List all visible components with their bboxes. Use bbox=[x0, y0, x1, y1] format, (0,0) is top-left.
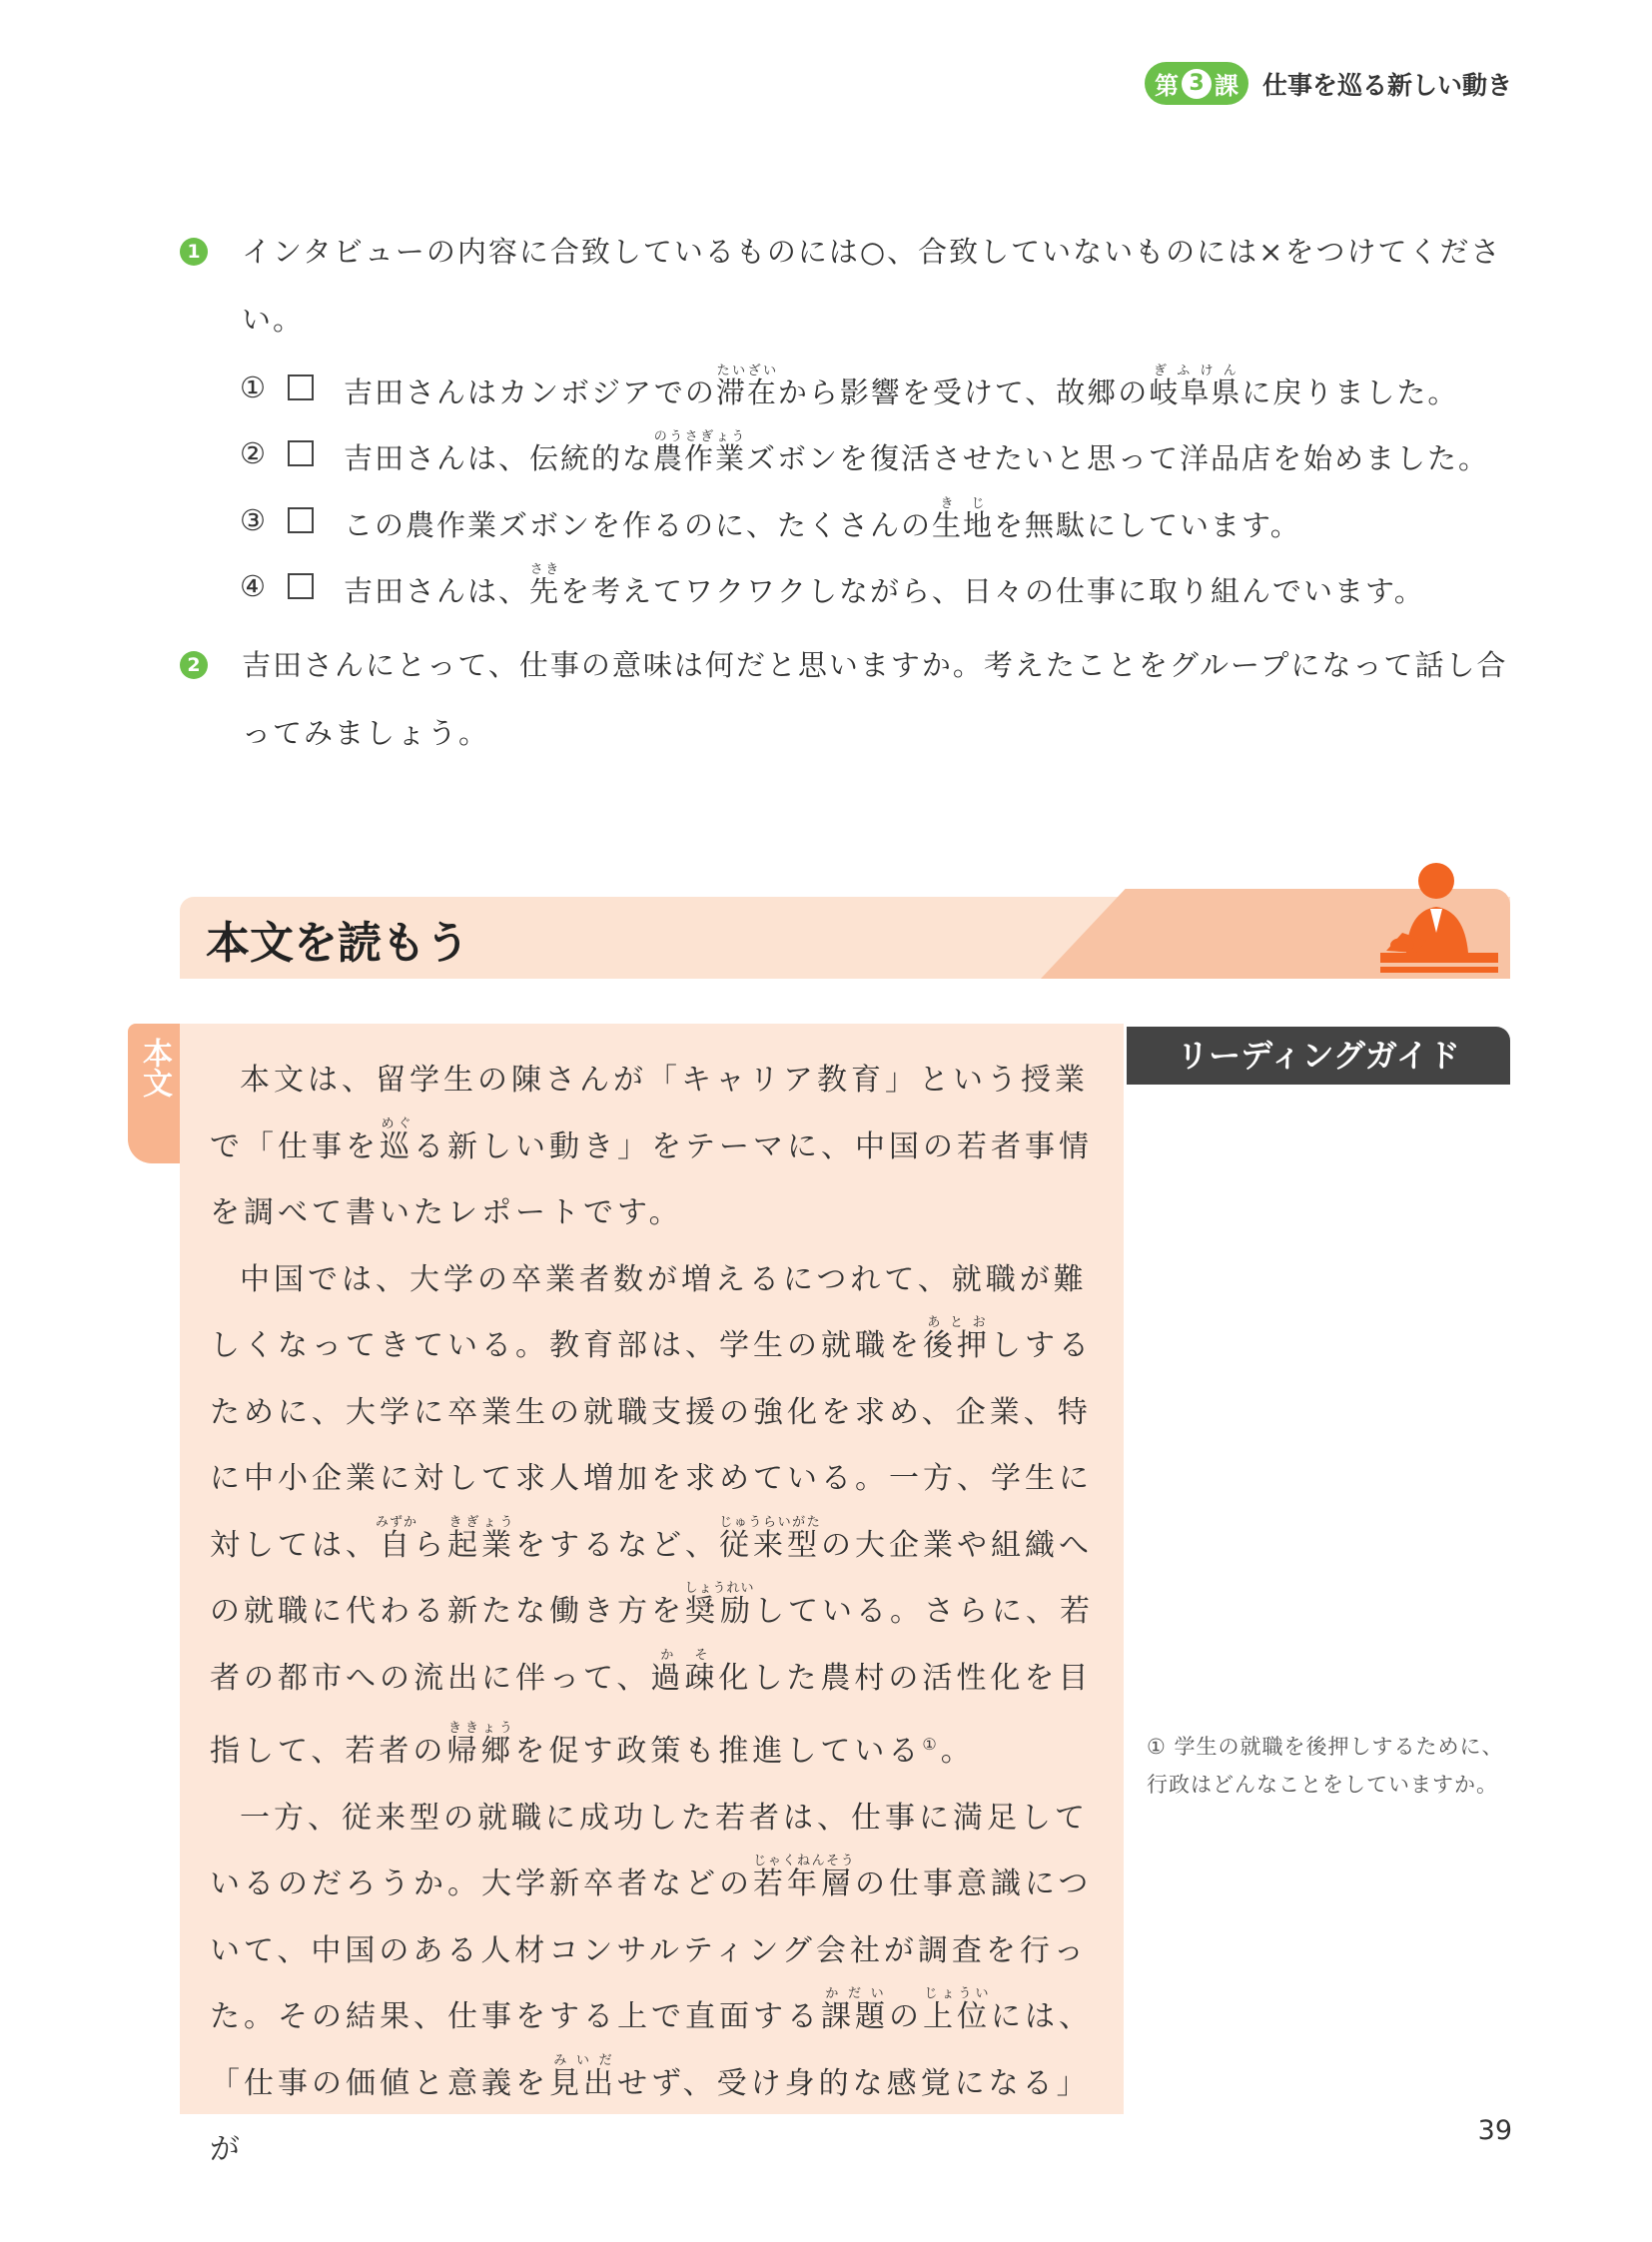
question-1-text: インタビューの内容に合致しているものには○、合致していないものには×をつけてください。 bbox=[242, 235, 1502, 337]
item-number: ④ bbox=[240, 569, 268, 603]
section-title: 本文を読もう bbox=[206, 918, 469, 969]
list-item bbox=[240, 363, 1458, 412]
chapter-suffix: 課 bbox=[1214, 72, 1239, 100]
paragraph: 一方、従来型の就職に成功した若者は、仕事に満足しているのだろうか。大学新卒者などの若年層じゃくねんそうの仕事意識について、中国のある人材コンサルティング会社が調査を行った。その結果、仕事をする上で直面する課題かだいの上位じょういには、「仕事の価値と意義を見出みいだせず、受け身的な感覚になる」が bbox=[210, 1800, 1093, 2167]
question-1-number: 1 bbox=[180, 238, 208, 266]
section-banner bbox=[180, 889, 1510, 979]
item-number: ③ bbox=[240, 503, 268, 537]
body-text bbox=[180, 1024, 1124, 2167]
checkbox[interactable] bbox=[288, 440, 314, 466]
question-2-number: 2 bbox=[180, 651, 208, 679]
reading-guide-note: ① 学生の就職を後押しするために、行政はどんなことをしていますか。 bbox=[1147, 1735, 1504, 1797]
item-text: 吉田さんはカンボジアでの滞在たいざいから影響を受けて、故郷の岐阜県ぎふけんに戻りました。 bbox=[344, 364, 1459, 409]
chapter-number: 3 bbox=[1182, 69, 1212, 99]
list-item bbox=[240, 495, 1301, 545]
item-number: ② bbox=[240, 436, 268, 470]
list-item bbox=[240, 561, 1425, 611]
reading-guide-header: リーディングガイド bbox=[1127, 1027, 1510, 1085]
chapter-prefix: 第 bbox=[1154, 72, 1179, 100]
question-2-text: 吉田さんにとって、仕事の意味は何だと思いますか。考えたことをグループになって話し合ってみましょう。 bbox=[242, 648, 1508, 750]
chapter-title: 仕事を巡る新しい動き bbox=[1261, 70, 1512, 100]
checkbox[interactable] bbox=[288, 507, 314, 533]
item-text: 吉田さんは、先さきを考えてワクワクしながら、日々の仕事に取り組んでいます。 bbox=[344, 562, 1425, 608]
chapter-badge bbox=[1145, 62, 1248, 105]
page-number: 39 bbox=[1477, 2115, 1512, 2146]
guide-marker: ① bbox=[922, 1735, 941, 1754]
reading-person-icon bbox=[1372, 861, 1502, 981]
item-number: ① bbox=[240, 371, 268, 404]
paragraph: 中国では、大学の卒業者数が増えるにつれて、就職が難しくなってきている。教育部は、学生の就職を後押あとおしするために、大学に卒業生の就職支援の強化を求め、企業、特に中小企業に対して求人増加を求めている。一方、学生に対しては、自みずから起業きぎょうをするなど、従来型じゅうらいがたの大企業や組織への就職に代わる新たな働き方を奨励しょうれいしている。さらに、若者の都市への流出に伴って、過疎かそ化した農村の活性化を目指して、若者の帰郷ききょうを促す政策も推進している①。 bbox=[210, 1261, 1095, 1769]
item-text: 吉田さんは、伝統的な農作業のうさぎょうズボンを復活させたいと思って洋品店を始めました。 bbox=[344, 429, 1490, 475]
checkbox[interactable] bbox=[288, 573, 314, 599]
item-text: この農作業ズボンを作るのに、たくさんの生地きじを無駄にしています。 bbox=[344, 496, 1301, 542]
paragraph: 本文は、留学生の陳さんが「キャリア教育」という授業で「仕事を巡めぐる新しい動き」をテーマに、中国の若者事情を調べて書いたレポートです。 bbox=[210, 1063, 1093, 1230]
side-tab: 本文 bbox=[128, 1024, 180, 1163]
chapter-header bbox=[1145, 62, 1512, 105]
list-item bbox=[240, 428, 1489, 478]
checkbox[interactable] bbox=[288, 374, 314, 400]
